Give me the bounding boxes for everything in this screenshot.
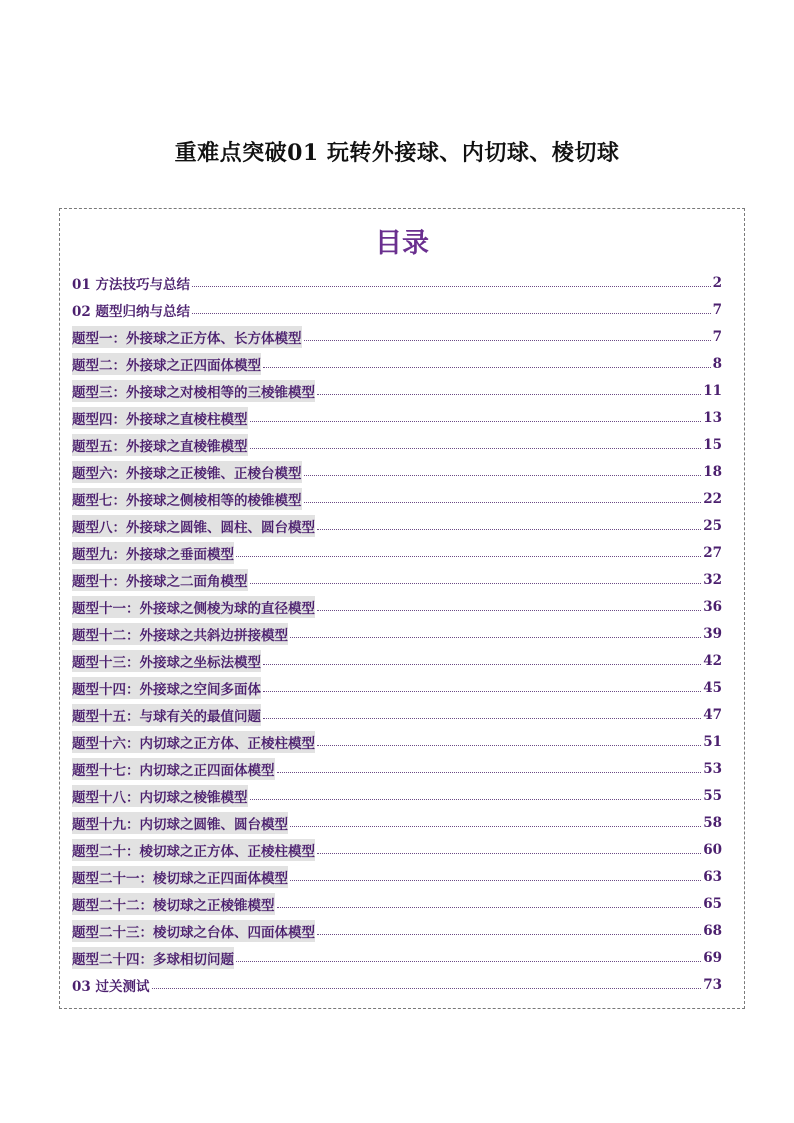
toc-entry[interactable] [72, 593, 722, 620]
toc-list [72, 269, 722, 998]
toc-entry[interactable] [72, 674, 722, 701]
toc-entry-page: 65 [703, 895, 722, 912]
toc-entry-page: 53 [703, 760, 722, 777]
toc-leader-dots [236, 556, 701, 557]
toc-entry[interactable] [72, 863, 722, 890]
toc-entry-label[interactable]: 题型二十：棱切球之正方体、正棱柱模型 [72, 839, 315, 861]
toc-leader-dots [290, 826, 701, 827]
toc-entry-page: 22 [703, 490, 722, 507]
toc-leader-dots [317, 934, 701, 935]
toc-entry-page: 7 [712, 301, 722, 318]
toc-entry-label[interactable]: 题型二十四：多球相切问题 [72, 947, 234, 969]
toc-entry-page: 2 [712, 274, 722, 291]
toc-box [59, 208, 745, 1009]
toc-entry[interactable] [72, 566, 722, 593]
toc-entry[interactable] [72, 971, 722, 998]
toc-entry[interactable] [72, 620, 722, 647]
toc-entry-page: 42 [703, 652, 722, 669]
toc-leader-dots [263, 718, 701, 719]
toc-entry[interactable] [72, 512, 722, 539]
toc-entry-page: 39 [703, 625, 722, 642]
toc-entry[interactable] [72, 836, 722, 863]
toc-entry-label[interactable]: 题型一：外接球之正方体、长方体模型 [72, 326, 302, 348]
toc-entry-label[interactable]: 题型十一：外接球之侧棱为球的直径模型 [72, 596, 315, 618]
toc-leader-dots [263, 691, 701, 692]
toc-leader-dots [277, 907, 702, 908]
toc-entry[interactable] [72, 917, 722, 944]
toc-entry-page: 68 [703, 922, 722, 939]
toc-entry-page: 47 [703, 706, 722, 723]
toc-entry-label[interactable]: 题型十二：外接球之共斜边拼接模型 [72, 623, 288, 645]
toc-entry-page: 7 [712, 328, 722, 345]
toc-entry-label[interactable]: 题型二十一：棱切球之正四面体模型 [72, 866, 288, 888]
toc-entry-label[interactable]: 题型十七：内切球之正四面体模型 [72, 758, 275, 780]
toc-entry[interactable] [72, 296, 722, 323]
toc-entry[interactable] [72, 350, 722, 377]
toc-leader-dots [263, 367, 711, 368]
toc-entry-label[interactable]: 题型十五：与球有关的最值问题 [72, 704, 261, 726]
toc-leader-dots [263, 664, 701, 665]
toc-entry-page: 18 [703, 463, 722, 480]
toc-entry-label[interactable]: 题型二十三：棱切球之台体、四面体模型 [72, 920, 315, 942]
toc-leader-dots [277, 772, 702, 773]
toc-leader-dots [236, 961, 701, 962]
toc-entry-label[interactable]: 题型三：外接球之对棱相等的三棱锥模型 [72, 380, 315, 402]
toc-entry[interactable] [72, 944, 722, 971]
toc-entry[interactable] [72, 485, 722, 512]
toc-entry-label[interactable]: 题型四：外接球之直棱柱模型 [72, 407, 248, 429]
toc-entry-page: 36 [703, 598, 722, 615]
toc-entry[interactable] [72, 323, 722, 350]
toc-entry[interactable] [72, 431, 722, 458]
toc-entry-page: 69 [703, 949, 722, 966]
toc-leader-dots [290, 637, 701, 638]
toc-entry[interactable] [72, 269, 722, 296]
toc-entry-page: 58 [703, 814, 722, 831]
document-title: 重难点突破01 玩转外接球、内切球、棱切球 [174, 140, 620, 166]
toc-entry-label[interactable]: 题型六：外接球之正棱锥、正棱台模型 [72, 461, 302, 483]
toc-leader-dots [317, 610, 701, 611]
toc-leader-dots [152, 988, 702, 989]
toc-leader-dots [317, 394, 701, 395]
toc-entry[interactable] [72, 890, 722, 917]
toc-leader-dots [250, 421, 702, 422]
toc-entry-label[interactable]: 03 过关测试 [72, 978, 150, 995]
toc-entry[interactable] [72, 728, 722, 755]
toc-entry-label[interactable]: 题型十：外接球之二面角模型 [72, 569, 248, 591]
toc-entry[interactable] [72, 539, 722, 566]
toc-entry-page: 25 [703, 517, 722, 534]
toc-entry-label[interactable]: 题型十三：外接球之坐标法模型 [72, 650, 261, 672]
toc-entry[interactable] [72, 755, 722, 782]
toc-entry-page: 63 [703, 868, 722, 885]
toc-entry-label[interactable]: 题型十四：外接球之空间多面体 [72, 677, 261, 699]
toc-entry-label[interactable]: 题型十九：内切球之圆锥、圆台模型 [72, 812, 288, 834]
toc-entry-label[interactable]: 题型十八：内切球之棱锥模型 [72, 785, 248, 807]
toc-leader-dots [317, 529, 701, 530]
toc-heading: 目录 [375, 228, 429, 259]
toc-leader-dots [250, 448, 702, 449]
toc-entry-label[interactable]: 题型二：外接球之正四面体模型 [72, 353, 261, 375]
toc-entry[interactable] [72, 377, 722, 404]
toc-leader-dots [290, 880, 701, 881]
toc-entry[interactable] [72, 782, 722, 809]
toc-leader-dots [192, 286, 711, 287]
toc-entry-label[interactable]: 题型五：外接球之直棱锥模型 [72, 434, 248, 456]
toc-entry-page: 55 [703, 787, 722, 804]
toc-entry-page: 11 [703, 382, 722, 399]
toc-entry-page: 13 [703, 409, 722, 426]
toc-entry-page: 32 [703, 571, 722, 588]
toc-entry[interactable] [72, 458, 722, 485]
toc-entry-label[interactable]: 01 方法技巧与总结 [72, 276, 190, 293]
toc-entry-page: 60 [703, 841, 722, 858]
toc-entry-page: 51 [703, 733, 722, 750]
toc-leader-dots [304, 502, 702, 503]
toc-entry-page: 15 [703, 436, 722, 453]
toc-entry-page: 45 [703, 679, 722, 696]
toc-leader-dots [317, 853, 701, 854]
toc-entry-label[interactable]: 题型七：外接球之侧棱相等的棱锥模型 [72, 488, 302, 510]
toc-leader-dots [304, 340, 711, 341]
toc-entry[interactable] [72, 701, 722, 728]
toc-leader-dots [192, 313, 711, 314]
toc-leader-dots [250, 799, 702, 800]
toc-entry-page: 73 [703, 976, 722, 993]
toc-entry[interactable] [72, 647, 722, 674]
toc-entry[interactable] [72, 404, 722, 431]
toc-entry-page: 8 [712, 355, 722, 372]
toc-entry-label[interactable]: 题型二十二：棱切球之正棱锥模型 [72, 893, 275, 915]
toc-leader-dots [304, 475, 702, 476]
toc-leader-dots [317, 745, 701, 746]
toc-entry-label[interactable]: 题型十六：内切球之正方体、正棱柱模型 [72, 731, 315, 753]
toc-entry-label[interactable]: 题型九：外接球之垂面模型 [72, 542, 234, 564]
toc-entry-label[interactable]: 题型八：外接球之圆锥、圆柱、圆台模型 [72, 515, 315, 537]
toc-leader-dots [250, 583, 702, 584]
toc-entry[interactable] [72, 809, 722, 836]
toc-entry-page: 27 [703, 544, 722, 561]
toc-entry-label[interactable]: 02 题型归纳与总结 [72, 303, 190, 320]
